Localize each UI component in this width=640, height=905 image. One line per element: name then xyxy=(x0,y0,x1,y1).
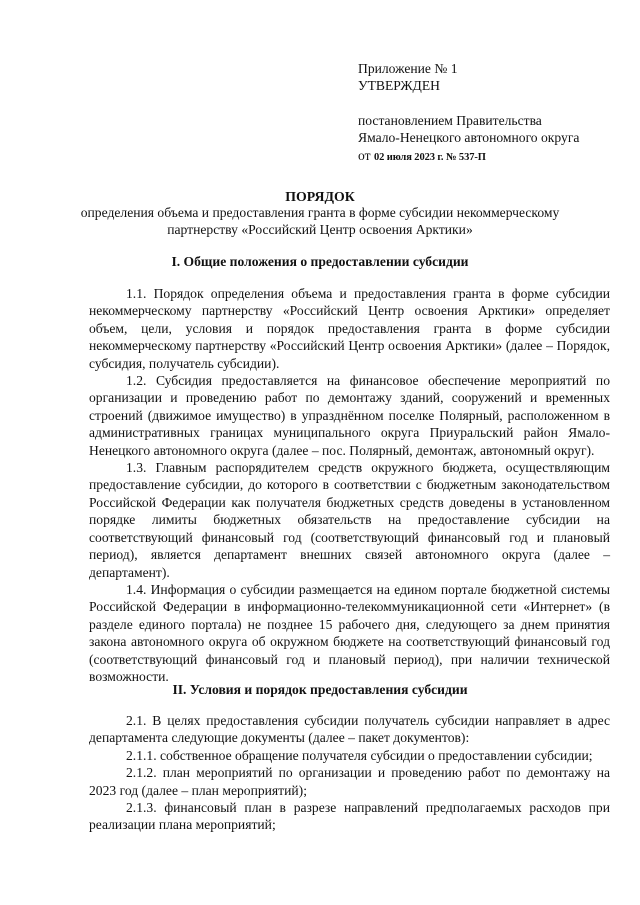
document-subtitle: определения объема и предоставления гранта в форме субсидии некоммерческому партнерству «Российский Центр освоения Арктики» xyxy=(80,205,560,238)
date-number-stamp: 02 июля 2023 г. № 537-П xyxy=(373,151,486,163)
paragraph-2-1-3: 2.1.3. финансовый план в разрезе направлений предполагаемых расходов при реализации плана мероприятий; xyxy=(89,800,610,833)
appendix-label: Приложение № 1 xyxy=(358,61,458,76)
paragraph-1-1: 1.1. Порядок определения объема и предоставления гранта в форме субсидии некоммерческому партнерству «Российский Центр освоения Арктики» определяет объем, цели, условия и порядок предоставления гранта в форме субсидии некоммерческому партнерству «Российский Центр освоения Арктики» (далее – Порядок, субсидия, получатель субсидии). xyxy=(89,286,610,371)
resolution-line-2: Ямало-Ненецкого автономного округа xyxy=(358,130,580,146)
approval-block xyxy=(358,60,618,166)
section-1-heading: I. Общие положения о предоставлении субсидии xyxy=(171,254,469,269)
resolution-date-line xyxy=(358,147,618,166)
section-1-body xyxy=(89,285,610,685)
section-2-heading: II. Условия и порядок предоставления субсидии xyxy=(172,682,468,697)
resolution-line-1: постановлением Правительства xyxy=(358,112,542,128)
section-2-body xyxy=(89,712,610,834)
document-title: ПОРЯДОК xyxy=(285,189,355,204)
paragraph-2-1-2: 2.1.2. план мероприятий по организации и проведению работ по демонтажу на 2023 год (далее – план мероприятий); xyxy=(89,765,610,798)
paragraph-1-4: 1.4. Информация о субсидии размещается на едином портале бюджетной системы Российской Федерации в информационно-телекоммуникационной сети «Интернет» (в разделе единого портала) не позднее 15 рабочего дня, следующего за днем принятия закона автономного округа об окружном бюджете на соответствующий финансовый год (соответствующий финансовый год и плановый период), при наличии технической возможности. xyxy=(89,581,610,684)
paragraph-2-1: 2.1. В целях предоставления субсидии получатель субсидии направляет в адрес департамента следующие документы (далее – пакет документов): xyxy=(89,713,610,746)
paragraph-2-1-1: 2.1.1. собственное обращение получателя субсидии о предоставлении субсидии; xyxy=(126,747,593,763)
approved-label: УТВЕРЖДЕН xyxy=(358,78,440,94)
paragraph-1-2: 1.2. Субсидия предоставляется на финансовое обеспечение мероприятий по организации и проведению работ по демонтажу зданий, сооружений и временных строений (движимое имущество) в упразднённом поселке Полярный, расположенном в административных границах муниципального округа Приуральский район Ямало-Ненецкого автономного округа (далее – пос. Полярный, демонтаж, автономный округ). xyxy=(89,373,610,458)
paragraph-1-3: 1.3. Главным распорядителем средств окружного бюджета, осуществляющим предоставление субсидии, до которого в соответствии с бюджетным законодательством Российской Федерации как получателя бюджетных средств доведены в установленном порядке лимиты бюджетных обязательств на предоставление субсидии на соответствующий финансовый год (соответствующий финансовый год и плановый период), является департамент внешних связей автономного округа (далее – департамент). xyxy=(89,460,610,580)
from-prefix: от xyxy=(358,147,371,163)
